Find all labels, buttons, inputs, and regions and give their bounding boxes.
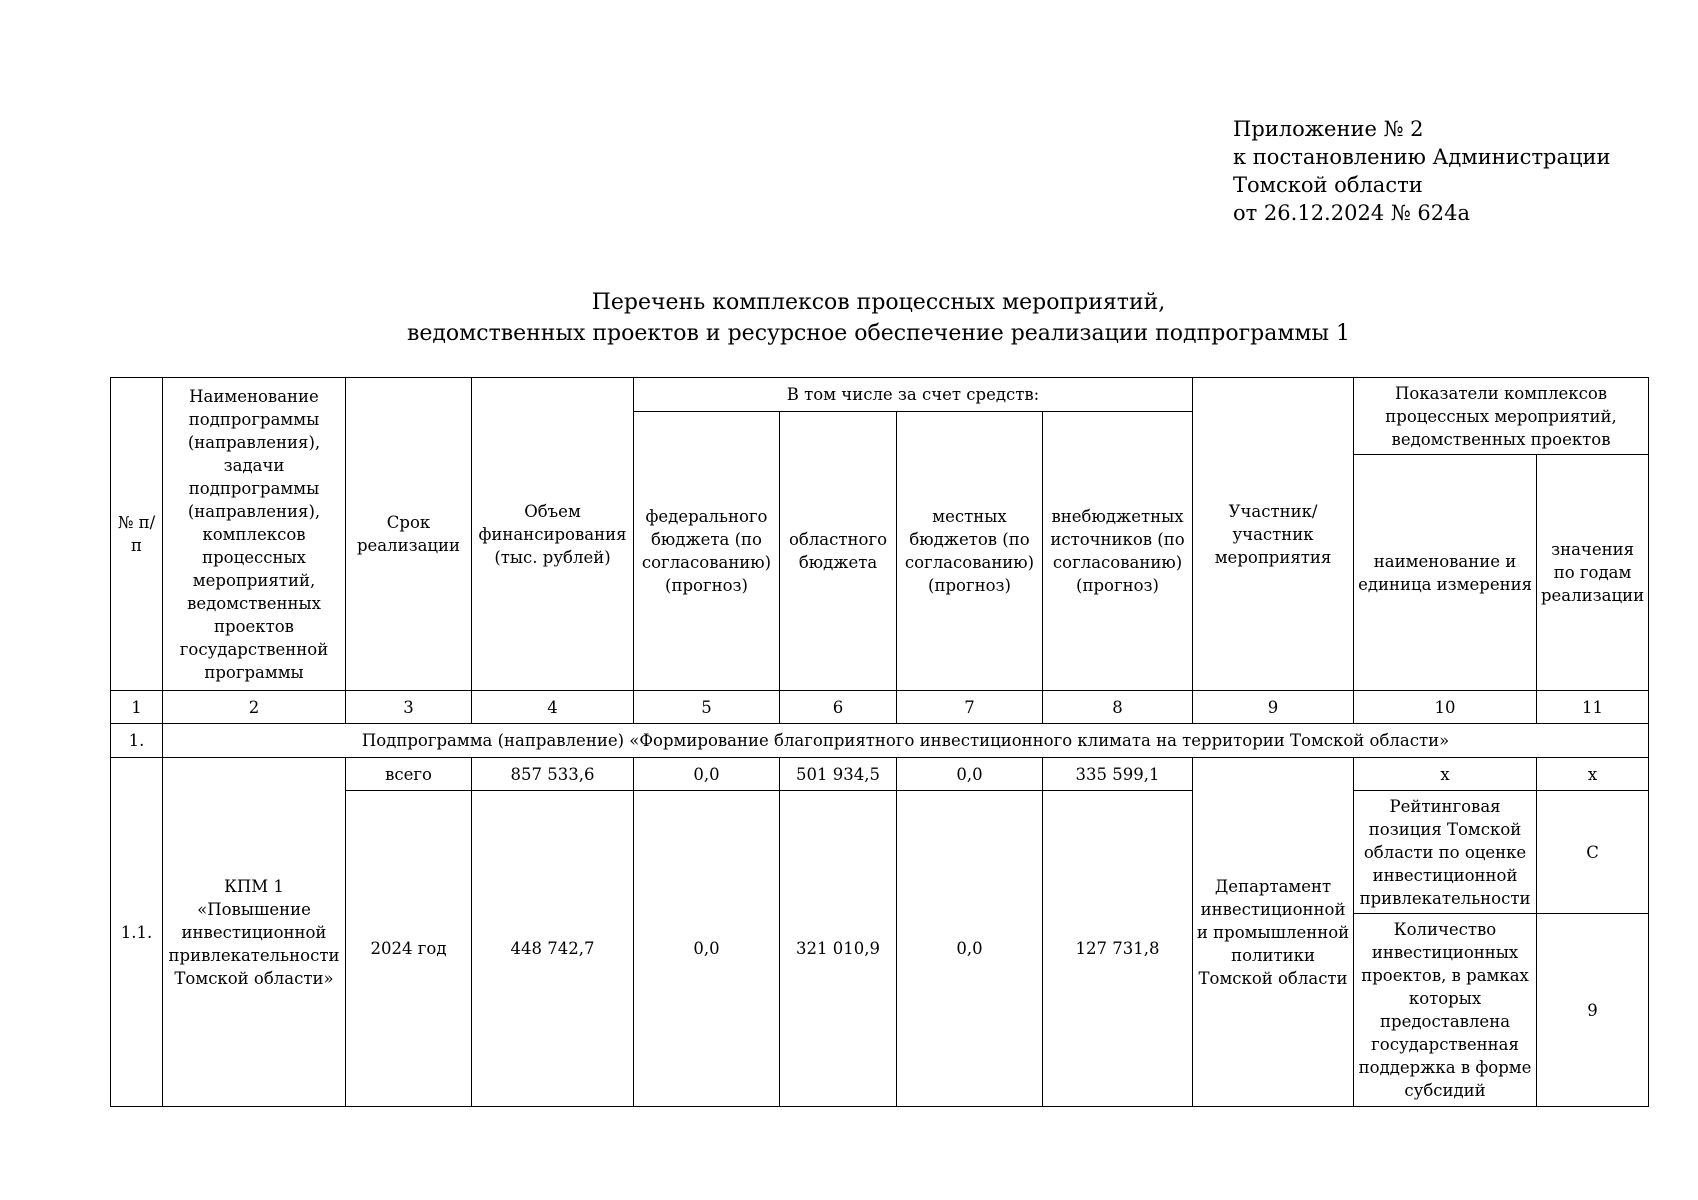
total-volume: 857 533,6 [472, 758, 634, 791]
appendix-line: Приложение № 2 [1233, 117, 1424, 141]
appendix-line: от 26.12.2024 № 624а [1233, 201, 1470, 225]
header-participant: Участник/ участник мероприятия [1193, 378, 1354, 691]
total-indicator-value: х [1537, 758, 1649, 791]
year-extra: 127 731,8 [1043, 791, 1193, 1107]
header-indicators: Показатели комплексов процессных мероприятий, ведомственных проектов [1354, 378, 1649, 455]
header-including: В том числе за счет средств: [634, 378, 1193, 412]
column-number: 10 [1354, 691, 1537, 724]
header-volume: Объем финансирования (тыс. рублей) [472, 378, 634, 691]
header-local: местных бюджетов (по согласованию) (прогноз) [897, 412, 1043, 691]
program-table [110, 377, 1649, 1107]
total-term: всего [346, 758, 472, 791]
total-local: 0,0 [897, 758, 1043, 791]
header-term: Срок реализации [346, 378, 472, 691]
indicator-name: Рейтинговая позиция Томской области по оценке инвестиционной привлекательности [1354, 791, 1537, 914]
header-extra: внебюджетных источников (по согласованию) (прогноз) [1043, 412, 1193, 691]
appendix-block [1233, 115, 1611, 227]
column-number: 4 [472, 691, 634, 724]
appendix-line: Томской области [1233, 173, 1423, 197]
indicator-name: Количество инвестиционных проектов, в рамках которых предоставлена государственная поддержка в форме субсидий [1354, 914, 1537, 1107]
column-number: 1 [111, 691, 163, 724]
year-federal: 0,0 [634, 791, 780, 1107]
year-term: 2024 год [346, 791, 472, 1107]
column-number: 8 [1043, 691, 1193, 724]
kpm-num: 1.1. [111, 758, 163, 1107]
column-number: 5 [634, 691, 780, 724]
header-federal: федерального бюджета (по согласованию) (прогноз) [634, 412, 780, 691]
column-number: 11 [1537, 691, 1649, 724]
total-extra: 335 599,1 [1043, 758, 1193, 791]
year-regional: 321 010,9 [780, 791, 897, 1107]
year-local: 0,0 [897, 791, 1043, 1107]
header-indicator-name: наименование и единица измерения [1354, 455, 1537, 691]
subprogram-name: Подпрограмма (направление) «Формирование благоприятного инвестиционного климата на территории Томской области» [163, 724, 1649, 758]
kpm-name: КПМ 1 «Повышение инвестиционной привлекательности Томской области» [163, 758, 346, 1107]
header-indicator-values: значения по годам реализации [1537, 455, 1649, 691]
column-number: 6 [780, 691, 897, 724]
indicator-value: 9 [1537, 914, 1649, 1107]
document-title [110, 287, 1647, 349]
indicator-value: С [1537, 791, 1649, 914]
title-line: Перечень комплексов процессных мероприятий, [591, 290, 1166, 315]
header-name: Наименование подпрограммы (направления), задачи подпрограммы (направления), комплексов процессных мероприятий, ведомственных проектов государственной программы [163, 378, 346, 691]
total-indicator-name: х [1354, 758, 1537, 791]
column-number: 3 [346, 691, 472, 724]
kpm-participant: Департамент инвестиционной и промышленной политики Томской области [1193, 758, 1354, 1107]
column-number: 2 [163, 691, 346, 724]
year-volume: 448 742,7 [472, 791, 634, 1107]
header-num: № п/п [111, 378, 163, 691]
subprogram-num: 1. [111, 724, 163, 758]
appendix-line: к постановлению Администрации [1233, 145, 1611, 169]
header-regional: областного бюджета [780, 412, 897, 691]
total-federal: 0,0 [634, 758, 780, 791]
total-regional: 501 934,5 [780, 758, 897, 791]
column-number: 7 [897, 691, 1043, 724]
column-number: 9 [1193, 691, 1354, 724]
title-line: ведомственных проектов и ресурсное обеспечение реализации подпрограммы 1 [406, 321, 1351, 346]
